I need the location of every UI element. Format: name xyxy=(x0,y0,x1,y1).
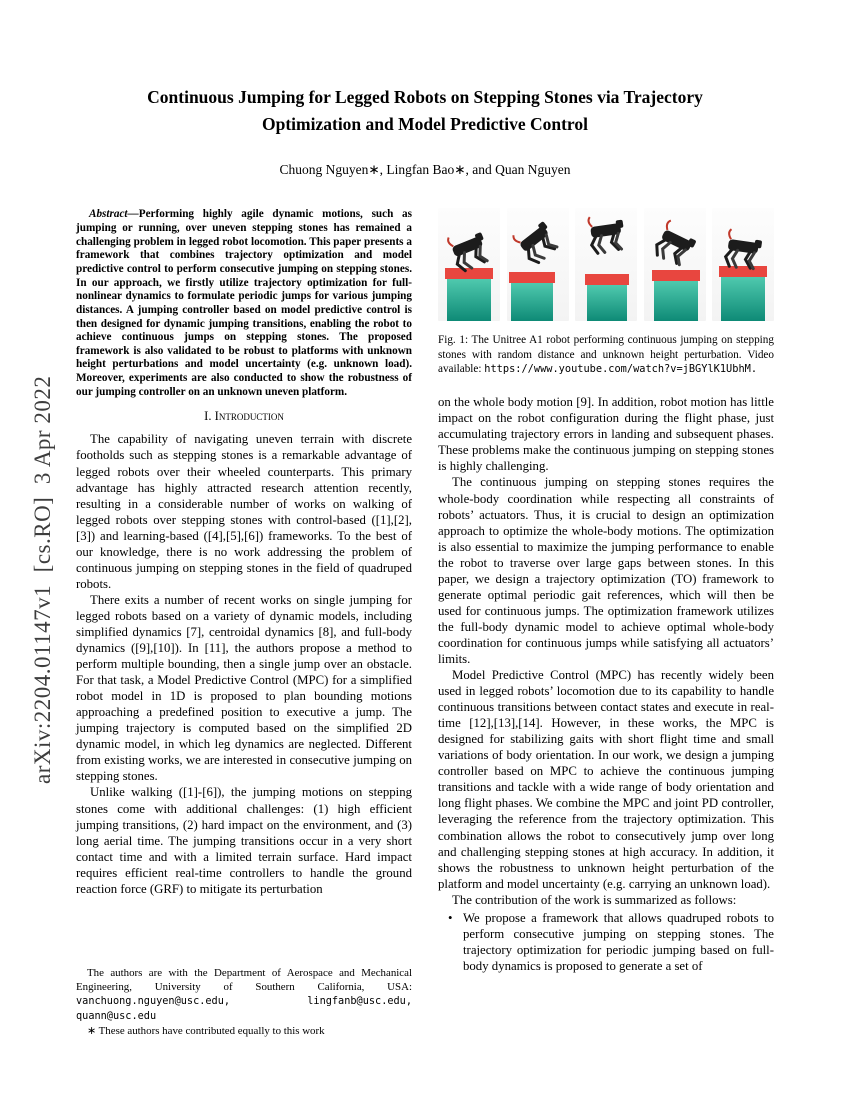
left-column xyxy=(76,208,412,1038)
abstract-paragraph xyxy=(76,208,412,399)
stepping-stone xyxy=(587,285,627,321)
affiliation-text: The authors are with the Department of Aerospace and Mechanical Engineering, University of Southern California, USA: xyxy=(76,967,412,994)
paper-authors: Chuong Nguyen∗, Lingfan Bao∗, and Quan Nguyen xyxy=(279,162,571,178)
abstract-text: Performing highly agile dynamic motions, such as jumping or running, over uneven stepping stones has remained a challenging problem in legged robot locomotion. This paper presents a framework that combines trajectory optimization and model predictive control to perform consecutive jumping on stepping stones. In our approach, we firstly utilize trajectory optimization for full-nonlinear dynamics to formulate periodic jumps for various jumping distances. A jumping controller based on model predictive control is then designed for dynamic jumping transitions, enabling the robot to achieve continuous jumps on stepping stones. The proposed framework is also validated to be robust to platforms with unknown height perturbations and model uncertainty (e.g. unknown load). Moreover, experiments are also conducted to show the robustness of our jumping controller on an unknown uneven platform. xyxy=(76,208,412,398)
stepping-stone xyxy=(447,279,491,321)
contribution-bullet-1-text: We propose a framework that allows quadruped robots to perform consecutive jumping on stepping stones. The trajectory optimization for periodic jumping based on full-body dynamics is proposed to generate a set of xyxy=(463,910,774,973)
arxiv-sidebar-label: arXiv:2204.01147v1 [cs.RO] 3 Apr 2022 xyxy=(30,375,55,784)
section-title: Introduction xyxy=(214,409,284,424)
stone-cap xyxy=(652,270,700,281)
section-number: I. xyxy=(204,409,212,424)
intro-paragraph-3: Unlike walking ([1]-[6]), the jumping motions on stepping stones come with additional challenges: (1) high efficient jumping transitions, (2) hard impact on the environment, and (3) long aerial time. The jumping transitions occur in a very short contact time and with a limited terrain surface. Hard impact requires efficient real-time controllers to handle the ground reaction force (GRF) to mitigate its perturbation xyxy=(76,785,412,896)
stone-cap xyxy=(585,274,629,285)
affiliation-note xyxy=(76,966,412,1023)
video-link[interactable]: https://www.youtube.com/watch?v=jBGYlK1UbhM. xyxy=(484,362,758,375)
stone-cap xyxy=(509,272,555,283)
robot-silhouette xyxy=(511,216,561,266)
spacer xyxy=(438,376,774,394)
right-paragraph-3: Model Predictive Control (MPC) has recently widely been used in legged robots’ locomotion due to its capability to handle continuous transitions between contact states and execute in real-time [12],[13],[14]. However, in these works, the MPC is designed for stabilizing gaits with short flight time and small variations of body orientation. In our work, we design a jumping controller based on MPC to achieve the continuous jumping transitions and tackle with a wide range of body orientation and long flight phases. We combine the MPC and joint PD controller, leveraging the reference from the trajectory optimization. This combination allows the robot to consecutively jump over long and challenging stepping stones at high accuracy. In addition, it shows the robustness to unknown height perturbation of the platform and model uncertainty (e.g. carrying an unknown load). xyxy=(438,668,774,891)
contribution-bullet-1 xyxy=(448,910,774,974)
robot-silhouette xyxy=(588,213,627,254)
figure-panel-2 xyxy=(507,208,569,321)
stepping-stone xyxy=(654,281,698,321)
figure-panel-5 xyxy=(712,208,774,321)
email-links[interactable]: vanchuong.nguyen@usc.edu, lingfanb@usc.edu, quann@usc.edu xyxy=(76,995,412,1022)
equal-contribution-note: ∗ These authors have contributed equally to this work xyxy=(87,1025,325,1038)
intro-paragraph-2: There exits a number of recent works on single jumping for legged robots based on a variety of dynamic models, including simplified dynamics [7], centroidal dynamics [8], and full-body dynamics ([9],[10]). In [11], the authors propose a method to perform multiple bounding, then a single jump over an obstacle. For that task, a Model Predictive Control (MPC) for a simplified robot model in 1D is proposed to plan bounding motions approaching a predefined position to executive a jump. The jumping trajectory is computed based on the simplified 2D dynamic model, in which leg dynamics are neglected. Different from existing works, we are interested in consecutive jumping on stepping stones. xyxy=(76,592,412,784)
stone-cap xyxy=(445,268,493,279)
robot-silhouette xyxy=(447,226,492,273)
two-column-body xyxy=(0,208,850,1038)
paper-header xyxy=(0,0,850,178)
right-column xyxy=(438,208,774,1038)
stepping-stone xyxy=(511,283,553,321)
robot-silhouette xyxy=(724,229,763,270)
figure-panel-4 xyxy=(644,208,706,321)
right-paragraph-2: The continuous jumping on stepping stones requires the whole-body coordination while respecting all constraints of robots’ actuators. Thus, it is crucial to design an optimization approach to optimize the whole-body motions. The optimization is also essential to maximize the jumping performance to enable the robot to traverse over large gaps between stones. In this paper, we design a trajectory optimization (TO) framework to generate optimal periodic gait references, which will then be used for continuous jumps. The optimization framework utilizes the full-body dynamic model to achieve optimal whole-body coordination for continuous jumps while satisfying all actuators’ limits. xyxy=(438,475,774,666)
figure-1-image xyxy=(438,208,774,321)
section-heading-introduction xyxy=(76,409,412,424)
abstract-label: Abstract— xyxy=(89,208,139,221)
figure-panel-1 xyxy=(438,208,500,321)
figure-panel-3 xyxy=(575,208,637,321)
intro-paragraph-1: The capability of navigating uneven terrain with discrete footholds such as stepping stones is a remarkable advantage of legged robots over their wheeled counterparts. This primary advantage has highly attracted research attention recently, resulting in a considerable number of works on walking of legged robots over stepping stones with control-based ([1],[2],[3]) and learning-based ([4],[5],[6]) frameworks. To the best of our knowledge, there is no work addressing the problem of continuous jumping on stepping stones in the field of quadruped robots. xyxy=(76,432,412,591)
stone-cap xyxy=(719,266,767,277)
figure-caption-prefix: Fig. 1: xyxy=(438,334,469,347)
right-paragraph-1: on the whole body motion [9]. In addition, robot motion has little impact on the robot configuration during the flight phase, just accumulating trajectory errors in landing and subsequent phases. These problems make the continuous jumping on stepping stones is highly challenging. xyxy=(438,395,774,474)
bullet-icon: • xyxy=(448,910,453,925)
paper-title: Continuous Jumping for Legged Robots on Stepping Stones via Trajectory Optimization and Model Predictive Control xyxy=(147,87,703,135)
stepping-stone xyxy=(721,277,765,321)
author-footnote xyxy=(76,956,412,1038)
figure-caption xyxy=(438,333,774,376)
figure-caption-text: The Unitree A1 robot performing continuous jumping on stepping stones with random distance and unknown height perturbation. Video available: xyxy=(438,334,774,375)
robot-silhouette xyxy=(652,220,699,268)
contributions-lead-in: The contribution of the work is summarized as follows: xyxy=(452,892,737,907)
